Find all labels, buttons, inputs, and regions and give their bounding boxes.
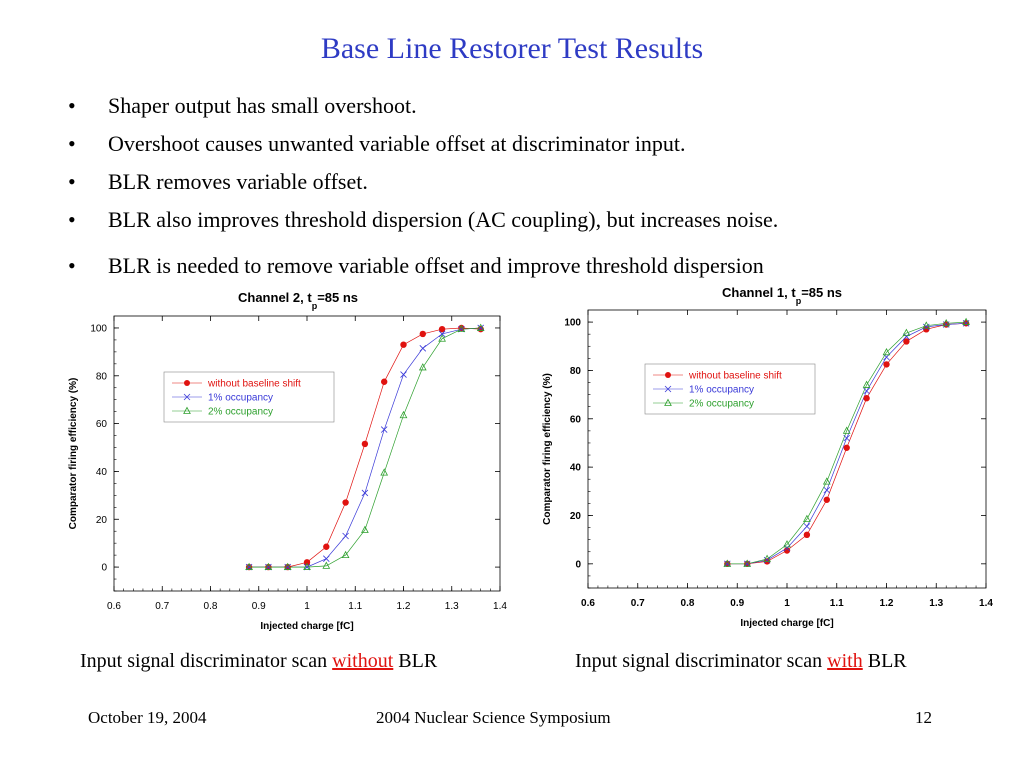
x-tick-label: 1.3 xyxy=(929,598,944,609)
y-tick-label: 60 xyxy=(569,414,581,426)
data-point-dot xyxy=(381,379,387,385)
y-tick-label: 0 xyxy=(101,562,107,574)
footer-event: 2004 Nuclear Science Symposium xyxy=(376,708,611,727)
x-tick-label: 1.3 xyxy=(444,601,459,612)
y-tick-label: 80 xyxy=(95,371,107,383)
x-tick-label: 0.9 xyxy=(730,598,745,609)
data-point-cross xyxy=(824,487,830,493)
chart-title-end: =85 ns xyxy=(801,285,843,300)
data-point-dot xyxy=(824,497,830,503)
x-tick-label: 0.7 xyxy=(630,598,645,609)
series-line-2 xyxy=(249,328,481,567)
data-point-dot xyxy=(420,331,426,337)
data-point-cross xyxy=(401,372,407,378)
legend-label: 1% occupancy xyxy=(208,392,274,404)
data-point-cross xyxy=(381,427,387,433)
chart-channel-1 xyxy=(530,302,1000,638)
chart-channel-2 xyxy=(50,308,520,644)
footer-page-number: 12 xyxy=(915,708,932,727)
bullet-text: Shaper output has small overshoot. xyxy=(108,93,417,118)
bullet-glyph: • xyxy=(68,207,76,232)
y-axis-label: Comparator firing efficiency (%) xyxy=(68,377,79,530)
x-tick-label: 1.1 xyxy=(829,598,844,609)
chart-title-sub: p xyxy=(311,301,318,311)
x-tick-label: 0.6 xyxy=(107,601,121,612)
y-tick-label: 20 xyxy=(569,510,581,522)
caption-emphasis: without xyxy=(332,650,394,672)
x-tick-label: 0.8 xyxy=(680,598,695,609)
y-tick-label: 0 xyxy=(575,559,581,571)
x-tick-label: 1.4 xyxy=(493,601,507,612)
data-point-dot xyxy=(342,499,348,505)
legend-label: 1% occupancy xyxy=(689,384,755,396)
x-tick-label: 1 xyxy=(784,598,790,609)
y-tick-label: 100 xyxy=(90,323,107,335)
data-point-cross xyxy=(420,345,426,351)
plot-frame xyxy=(114,316,500,591)
x-tick-label: 0.8 xyxy=(203,601,218,612)
caption-text-end: BLR xyxy=(862,650,907,672)
data-point-cross xyxy=(864,388,870,394)
data-point-triangle xyxy=(323,562,329,568)
data-point-cross xyxy=(844,435,850,441)
bullet-item xyxy=(66,168,778,206)
legend-label: without baseline shift xyxy=(689,370,782,382)
series-line-2 xyxy=(727,322,966,564)
caption-text-end: BLR xyxy=(393,650,438,672)
chart-title-main: Channel 2, t xyxy=(238,290,312,305)
bullet-glyph: • xyxy=(68,253,76,278)
data-point-cross xyxy=(804,523,810,529)
y-tick-label: 40 xyxy=(95,466,107,478)
legend-label: 2% occupancy xyxy=(689,398,755,410)
caption-text: Input signal discriminator scan xyxy=(575,650,828,672)
y-tick-label: 100 xyxy=(564,317,581,329)
bullet-glyph: • xyxy=(68,131,76,156)
data-point-dot xyxy=(844,445,850,451)
x-tick-label: 0.7 xyxy=(155,601,170,612)
bullet-item xyxy=(66,206,778,244)
x-tick-label: 1.2 xyxy=(879,598,894,609)
x-axis-label: Injected charge [fC] xyxy=(740,618,834,629)
series-line-1 xyxy=(727,323,966,564)
bullet-text: BLR is needed to remove variable offset and improve threshold dispersion xyxy=(108,253,764,278)
data-point-cross xyxy=(323,556,329,562)
legend-marker-dot xyxy=(184,380,190,386)
chart-title-sub: p xyxy=(795,296,802,306)
series-line-1 xyxy=(249,328,481,567)
y-tick-label: 40 xyxy=(569,462,581,474)
legend-label: 2% occupancy xyxy=(208,406,274,418)
x-tick-label: 1.4 xyxy=(979,598,993,609)
bullet-text: BLR also improves threshold dispersion (AC coupling), but increases noise. xyxy=(108,207,779,232)
y-tick-label: 60 xyxy=(95,419,107,431)
chart-title-right xyxy=(722,285,843,306)
x-tick-label: 1.1 xyxy=(348,601,363,612)
y-tick-label: 80 xyxy=(569,365,581,377)
series-line-0 xyxy=(727,323,966,564)
caption-right xyxy=(575,650,907,673)
x-tick-label: 1.2 xyxy=(396,601,411,612)
data-point-dot xyxy=(400,341,406,347)
data-point-dot xyxy=(362,441,368,447)
bullet-text: BLR removes variable offset. xyxy=(108,169,368,194)
data-point-dot xyxy=(863,395,869,401)
data-point-dot xyxy=(323,544,329,550)
caption-text: Input signal discriminator scan xyxy=(80,650,333,672)
chart-title-left xyxy=(238,290,359,311)
plot-frame xyxy=(588,310,986,588)
y-axis-label: Comparator firing efficiency (%) xyxy=(542,373,553,525)
bullet-glyph: • xyxy=(68,93,76,118)
caption-left xyxy=(80,650,437,673)
y-tick-label: 20 xyxy=(95,514,107,526)
data-point-dot xyxy=(804,532,810,538)
bullet-item xyxy=(66,252,778,290)
legend-label: without baseline shift xyxy=(208,378,301,390)
slide-title: Base Line Restorer Test Results xyxy=(320,32,704,65)
series-line-0 xyxy=(249,328,481,567)
bullet-item xyxy=(66,130,778,168)
x-tick-label: 1 xyxy=(304,601,310,612)
bullet-item xyxy=(66,92,778,130)
data-point-cross xyxy=(362,490,368,496)
data-point-cross xyxy=(343,533,349,539)
chart-title-main: Channel 1, t xyxy=(722,285,796,300)
footer-date: October 19, 2004 xyxy=(88,708,207,727)
data-point-dot xyxy=(883,361,889,367)
bullet-text: Overshoot causes unwanted variable offset at discriminator input. xyxy=(108,131,686,156)
chart-svg xyxy=(530,302,1000,638)
x-tick-label: 0.6 xyxy=(581,598,595,609)
x-axis-label: Injected charge [fC] xyxy=(260,621,354,632)
caption-emphasis: with xyxy=(827,650,863,672)
chart-svg xyxy=(50,308,520,644)
x-tick-label: 0.9 xyxy=(251,601,266,612)
chart-title-end: =85 ns xyxy=(317,290,359,305)
bullet-list xyxy=(66,92,778,290)
legend-marker-dot xyxy=(665,372,671,378)
bullet-glyph: • xyxy=(68,169,76,194)
